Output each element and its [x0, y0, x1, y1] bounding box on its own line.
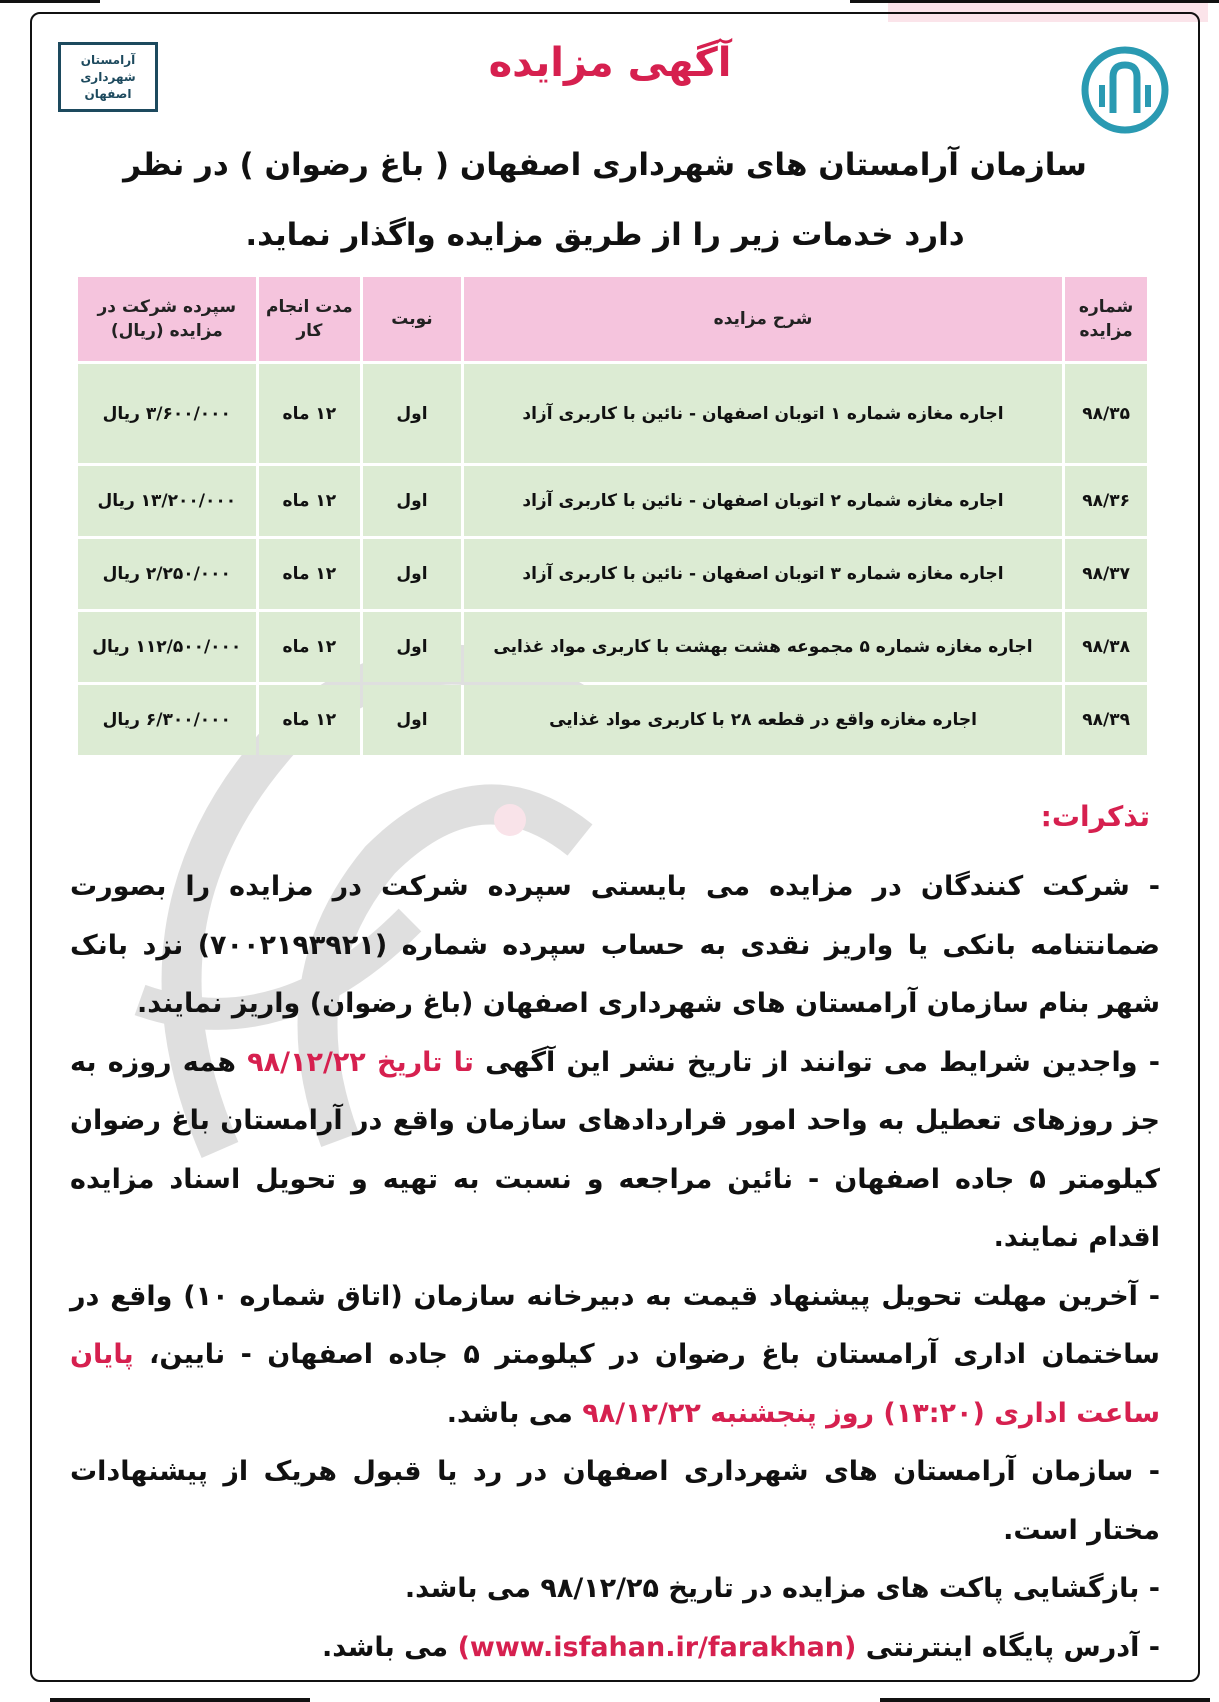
logo-line-1: آرامستان — [80, 52, 136, 67]
cell-turn: اول — [363, 685, 461, 755]
header-duration: مدت انجام کار — [259, 277, 361, 361]
note-website — [70, 1619, 1160, 1678]
table-row — [78, 466, 1147, 536]
cell-number: ۹۸/۳۵ — [1065, 364, 1147, 463]
cell-turn: اول — [363, 466, 461, 536]
cell-deposit: ۳/۶۰۰/۰۰۰ ریال — [78, 364, 256, 463]
cell-turn: اول — [363, 612, 461, 682]
cell-description: اجاره مغازه شماره ۱ اتوبان اصفهان - نائین با کاربری آزاد — [464, 364, 1062, 463]
table-row — [78, 612, 1147, 682]
logo-line-2: شهرداری — [80, 69, 136, 84]
logo-line-3: اصفهان — [84, 86, 132, 101]
cell-description: اجاره مغازه شماره ۵ مجموعه هشت بهشت با کاربری مواد غذایی — [464, 612, 1062, 682]
cell-duration: ۱۲ ماه — [259, 685, 361, 755]
cell-number: ۹۸/۳۹ — [1065, 685, 1147, 755]
note-3-deadline: پایان ساعت اداری (۱۳:۲۰) روز پنجشنبه ۹۸/۱۲/۲۲ — [70, 1339, 1160, 1429]
header-turn: نوبت — [363, 277, 461, 361]
page-bottom-edge — [0, 1696, 1219, 1702]
header-deposit: سپرده شرکت در مزایده (ریال) — [78, 277, 256, 361]
table-row — [78, 539, 1147, 609]
cell-duration: ۱۲ ماه — [259, 612, 361, 682]
cell-deposit: ۲/۲۵۰/۰۰۰ ریال — [78, 539, 256, 609]
note-rights-reserved: - سازمان آرامستان های شهرداری اصفهان در رد یا قبول هریک از پیشنهادات مختار است. — [70, 1456, 1160, 1546]
cell-turn: اول — [363, 364, 461, 463]
cell-deposit: ۱۳/۲۰۰/۰۰۰ ریال — [78, 466, 256, 536]
cell-number: ۹۸/۳۶ — [1065, 466, 1147, 536]
cell-number: ۹۸/۳۸ — [1065, 612, 1147, 682]
note-3-text-a: - آخرین مهلت تحویل پیشنهاد قیمت به دبیرخانه سازمان (اتاق شماره ۱۰) واقع در ساختمان اداری آرامستان باغ رضوان در کیلومتر ۵ جاده اصفهان - نایین، — [70, 1280, 1160, 1370]
cell-duration: ۱۲ ماه — [259, 466, 361, 536]
intro-text: سازمان آرامستان های شهرداری اصفهان ( باغ رضوان ) در نظر دارد خدمات زیر را از طریق مزایده واگذار نماید. — [123, 147, 1087, 253]
header-number: شماره مزایده — [1065, 277, 1147, 361]
note-document-collection — [70, 1034, 1160, 1268]
table-row — [78, 685, 1147, 755]
cell-duration: ۱۲ ماه — [259, 364, 361, 463]
cell-number: ۹۸/۳۷ — [1065, 539, 1147, 609]
notes-title: تذکرات: — [1040, 800, 1150, 833]
note-6-text-a: - آدرس پایگاه اینترنتی — [865, 1631, 1160, 1663]
auction-table — [75, 274, 1150, 758]
header-description: شرح مزایده — [464, 277, 1062, 361]
note-deposit: - شرکت کنندگان در مزایده می بایستی سپرده شرکت در مزایده را بصورت ضمانتنامه بانکی یا واریز نقدی به حساب سپرده شماره (۷۰۰۲۱۹۳۹۲۱) نزد بانک شهر بنام سازمان آرامستان های شهرداری اصفهان (باغ رضوان) واریز نمایند. — [70, 871, 1161, 1019]
cell-duration: ۱۲ ماه — [259, 539, 361, 609]
page-title: آگهی مزایده — [488, 40, 732, 86]
note-3-text-b: می باشد. — [446, 1397, 573, 1429]
website-link[interactable]: (www.isfahan.ir/farakhan) — [457, 1631, 857, 1663]
cell-deposit: ۶/۳۰۰/۰۰۰ ریال — [78, 685, 256, 755]
municipality-logo — [58, 42, 158, 112]
note-2-text-a: - واجدین شرایط می توانند از تاریخ نشر این آگهی — [485, 1046, 1160, 1078]
table-row — [78, 364, 1147, 463]
note-6-text-b: می باشد. — [322, 1631, 449, 1663]
organization-logo-icon — [1080, 45, 1170, 135]
table-header-row — [78, 277, 1147, 361]
note-2-deadline: تا تاریخ ۹۸/۱۲/۲۲ — [247, 1046, 474, 1078]
note-opening-date: - بازگشایی پاکت های مزایده در تاریخ ۹۸/۱۲/۲۵ می باشد. — [404, 1573, 1160, 1604]
cell-deposit: ۱۱۲/۵۰۰/۰۰۰ ریال — [78, 612, 256, 682]
cell-description: اجاره مغازه واقع در قطعه ۲۸ با کاربری مواد غذایی — [464, 685, 1062, 755]
notes-section — [70, 858, 1160, 1677]
note-2-text-b: همه روزه به جز روزهای تعطیل به واحد امور قراردادهای سازمان واقع در آرامستان باغ رضوان کیلومتر ۵ جاده اصفهان - نائین مراجعه و نسبت به تهیه و تحویل اسناد مزایده اقدام نمایند. — [70, 1046, 1160, 1253]
note-submission-deadline — [70, 1268, 1160, 1444]
cell-description: اجاره مغازه شماره ۲ اتوبان اصفهان - نائین با کاربری آزاد — [464, 466, 1062, 536]
cell-turn: اول — [363, 539, 461, 609]
cell-description: اجاره مغازه شماره ۳ اتوبان اصفهان - نائین با کاربری آزاد — [464, 539, 1062, 609]
